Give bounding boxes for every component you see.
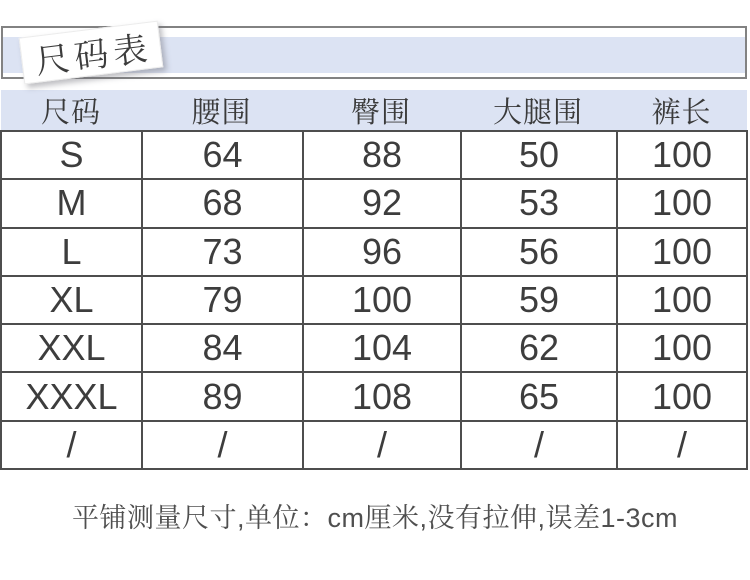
table-cell: 96 [303,228,461,276]
table-cell: 62 [461,324,617,372]
table-cell: L [1,228,142,276]
table-cell: XL [1,276,142,324]
measurement-note: 平铺测量尺寸,单位：cm厘米,没有拉伸,误差1-3cm [71,503,678,533]
table-cell: 50 [461,131,617,179]
table-row [1,228,747,276]
table-cell: 64 [142,131,303,179]
table-cell: 104 [303,324,461,372]
table-cell: M [1,179,142,227]
table-cell: 89 [142,372,303,420]
table-row [1,131,747,179]
table-cell: 88 [303,131,461,179]
size-chart-title: 尺码表 [33,29,155,82]
table-cell: 100 [617,179,747,227]
size-table [0,130,748,470]
table-cell: / [1,421,142,469]
header-cell: 臀围 [350,97,411,129]
table-cell: / [461,421,617,469]
table-cell: 59 [461,276,617,324]
table-cell: 100 [617,276,747,324]
table-cell: 92 [303,179,461,227]
table-cell: 108 [303,372,461,420]
header-cell: 大腿围 [492,97,583,129]
table-cell: 100 [617,131,747,179]
table-cell: 68 [142,179,303,227]
table-row [1,179,747,227]
table-cell: 56 [461,228,617,276]
table-cell: 79 [142,276,303,324]
table-cell: 100 [617,228,747,276]
table-cell: 84 [142,324,303,372]
table-row [1,276,747,324]
table-cell: 100 [617,324,747,372]
table-row [1,324,747,372]
table-cell: / [142,421,303,469]
table-cell: 100 [303,276,461,324]
table-cell: 73 [142,228,303,276]
table-row [1,421,747,469]
table-cell: 65 [461,372,617,420]
table-cell: / [617,421,747,469]
size-table-body [1,131,747,469]
size-table-header [1,90,747,130]
table-cell: XXL [1,324,142,372]
table-cell: 100 [617,372,747,420]
table-cell: S [1,131,142,179]
table-cell: 53 [461,179,617,227]
header-cell: 腰围 [191,97,252,129]
header-cell: 尺码 [40,97,101,129]
table-row [1,372,747,420]
table-cell: / [303,421,461,469]
table-cell: XXXL [1,372,142,420]
header-cell: 裤长 [651,97,712,129]
